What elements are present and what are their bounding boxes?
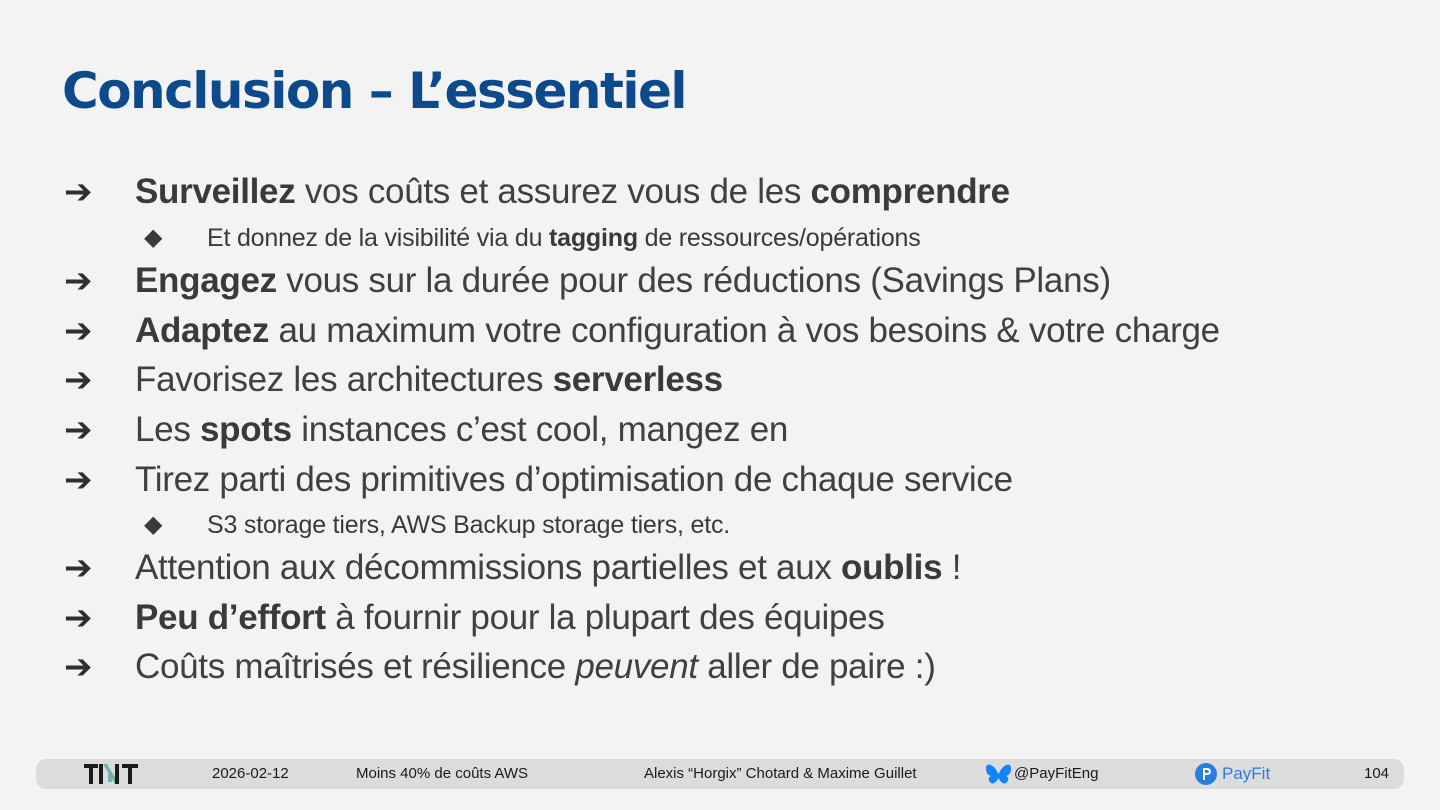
text-fragment: Coûts maîtrisés et résilience (135, 647, 576, 686)
bluesky-butterfly-icon (985, 763, 1012, 786)
bold-fragment: Peu d’effort (135, 598, 326, 637)
text-fragment: de ressources/opérations (637, 224, 921, 252)
diamond-icon: ◆ (144, 224, 163, 251)
bullet-text (135, 548, 961, 588)
arrow-right-icon: ➔ (64, 549, 93, 587)
text-fragment: S3 storage tiers, AWS Backup storage tiers, etc. (207, 511, 731, 539)
bold-fragment: oublis (841, 548, 943, 587)
bold-fragment: comprendre (810, 172, 1010, 211)
bold-fragment: tagging (549, 224, 638, 252)
diamond-icon: ◆ (144, 511, 163, 538)
footer-authors: Alexis “Horgix” Chotard & Maxime Guillet (644, 765, 917, 782)
arrow-right-icon: ➔ (64, 461, 93, 499)
arrow-right-icon: ➔ (64, 262, 93, 300)
text-fragment: vos coûts et assurez vous de les (295, 172, 811, 211)
arrow-right-icon: ➔ (64, 312, 93, 350)
footer-talk-title: Moins 40% de coûts AWS (356, 765, 529, 782)
payfit-logo-icon (1195, 763, 1217, 785)
bold-fragment: Engagez (135, 261, 277, 300)
tnt-logo-icon (84, 762, 140, 786)
arrow-right-icon: ➔ (64, 411, 93, 449)
bullet-text (207, 510, 730, 540)
bullet-text (135, 261, 1111, 301)
text-fragment: ! (942, 548, 962, 587)
footer-date: 2026-02-12 (212, 765, 289, 782)
arrow-right-icon: ➔ (64, 599, 93, 637)
bullet-text (135, 360, 723, 400)
bullet-text (135, 172, 1010, 212)
text-fragment: Favorisez les architectures (135, 360, 553, 399)
text-fragment: Les (135, 410, 200, 449)
text-fragment: instances c’est cool, mangez en (291, 410, 789, 449)
footer-social-handle[interactable]: @PayFitEng (1014, 765, 1099, 782)
bullet-text (135, 460, 1013, 500)
italic-fragment: peuvent (575, 647, 698, 686)
text-fragment: Attention aux décommissions partielles et aux (135, 548, 842, 587)
arrow-right-icon: ➔ (64, 173, 93, 211)
text-fragment: au maximum votre configuration à vos besoins & votre charge (269, 311, 1220, 350)
bullet-text (135, 598, 885, 638)
bullet-text (135, 647, 936, 687)
bold-fragment: serverless (552, 360, 723, 399)
bullet-text (207, 223, 921, 253)
arrow-right-icon: ➔ (64, 648, 93, 686)
bold-fragment: Surveillez (135, 172, 296, 211)
text-fragment: vous sur la durée pour des réductions (Savings Plans) (276, 261, 1111, 300)
text-fragment: Et donnez de la visibilité via du (207, 224, 550, 252)
bullet-text (135, 311, 1220, 351)
text-fragment: Tirez parti des primitives d’optimisation de chaque service (135, 460, 1013, 499)
footer-bar (36, 759, 1404, 789)
text-fragment: aller de paire :) (697, 647, 936, 686)
arrow-right-icon: ➔ (64, 361, 93, 399)
bullet-text (135, 410, 788, 450)
bold-fragment: Adaptez (135, 311, 270, 350)
page-number: 104 (1364, 765, 1390, 782)
bold-fragment: spots (199, 410, 292, 449)
text-fragment: à fournir pour la plupart des équipes (325, 598, 885, 637)
slide-title: Conclusion – L’essentiel (62, 62, 687, 120)
footer-company-name: PayFit (1222, 764, 1271, 783)
